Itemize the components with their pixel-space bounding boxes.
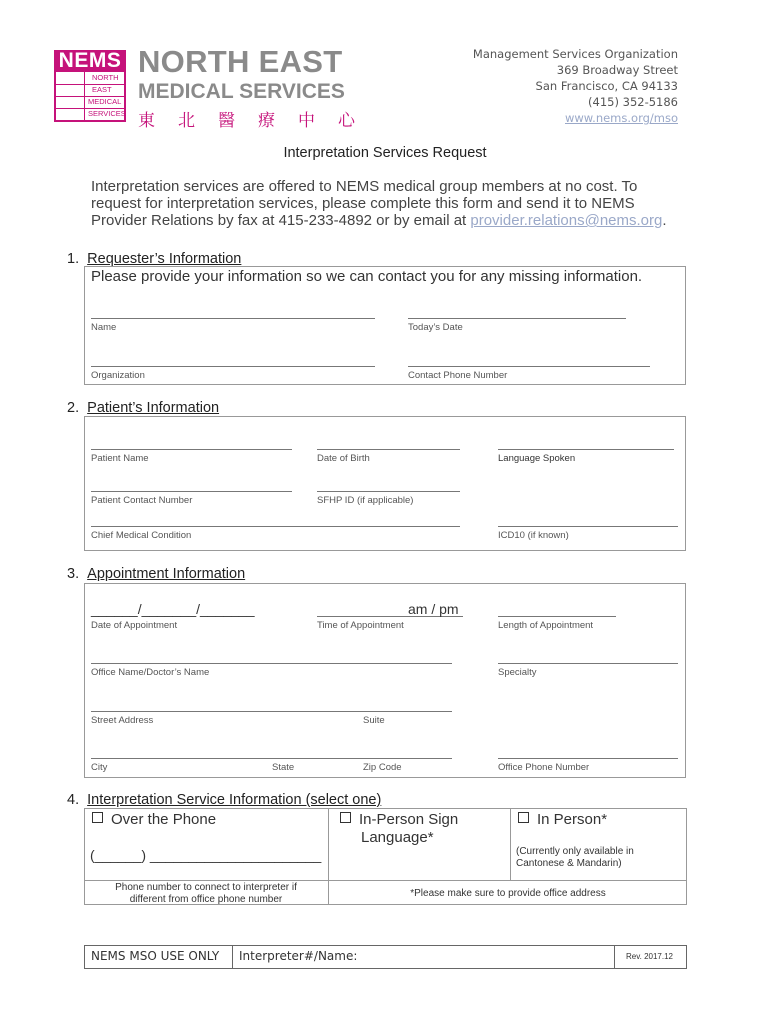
contact-phone-label: Contact Phone Number	[408, 370, 508, 381]
section-3-heading	[67, 566, 245, 582]
option-label: In-Person Sign	[359, 811, 459, 828]
option-label: In Person*	[537, 811, 608, 828]
language-field[interactable]	[498, 449, 674, 450]
requester-description: Please provide your information so we can contact you for any missing information.	[91, 268, 643, 285]
use-only-label: NEMS MSO USE ONLY	[91, 949, 220, 963]
specialty-field[interactable]	[498, 663, 678, 664]
chief-condition-label: Chief Medical Condition	[91, 530, 192, 541]
service-divider	[84, 880, 687, 881]
dob-label: Date of Birth	[317, 453, 370, 464]
intro-body: Interpretation services are offered to NEMS medical group members at no cost. To request for interpretation services, please complete this form and send it to NEMS Provider Relations by fax at 415-233-4892 or by email at	[91, 178, 638, 229]
patient-name-field[interactable]	[91, 449, 292, 450]
address-note: *Please make sure to provide office address	[410, 888, 606, 899]
email-link[interactable]: provider.relations@nems.org	[470, 212, 663, 229]
specialty-label: Specialty	[498, 667, 537, 678]
in-person-note: (Currently only available in	[516, 846, 634, 857]
brand-subtitle: MEDICAL SERVICES	[138, 80, 345, 103]
logo-word: SERVICES	[88, 109, 126, 118]
intro-end: .	[662, 212, 667, 229]
street-address-field[interactable]	[91, 711, 452, 712]
option-over-the-phone[interactable]	[92, 811, 216, 828]
section-4-heading	[67, 792, 381, 808]
appointment-date-label: Date of Appointment	[91, 620, 178, 631]
office-name-field[interactable]	[91, 663, 452, 664]
office-phone-field[interactable]	[498, 758, 678, 759]
section-2-heading	[67, 400, 219, 416]
option-in-person[interactable]	[518, 811, 607, 828]
dob-field[interactable]	[317, 449, 460, 450]
option-in-person-sign-line2: Language*	[361, 829, 434, 846]
icd10-label: ICD10 (if known)	[498, 530, 569, 541]
city-label: City	[91, 762, 108, 773]
interpreter-name-field[interactable]: Interpreter#/Name:	[239, 949, 358, 963]
address-city: San Francisco, CA 94133	[535, 79, 678, 93]
city-state-zip-field[interactable]	[91, 758, 452, 759]
name-label: Name	[91, 322, 117, 333]
language-label: Language Spoken	[498, 453, 576, 464]
section-number: 3.	[67, 566, 80, 582]
office-name-label: Office Name/Doctor’s Name	[91, 667, 210, 678]
checkbox-icon[interactable]	[340, 812, 351, 823]
interpreter-phone-field[interactable]: (______) ______________________	[90, 847, 322, 863]
logo-word: NORTH	[92, 73, 119, 82]
option-label: Over the Phone	[111, 811, 217, 828]
logo-word: EAST	[92, 85, 112, 94]
zip-label: Zip Code	[363, 762, 402, 773]
section-1-heading	[67, 251, 241, 267]
patient-name-label: Patient Name	[91, 453, 149, 464]
phone-note: different from office phone number	[129, 894, 283, 905]
website-link[interactable]: www.nems.org/mso	[565, 111, 678, 125]
todays-date-label: Today’s Date	[408, 322, 463, 333]
checkbox-icon[interactable]	[518, 812, 529, 823]
in-person-note: Cantonese & Mandarin)	[516, 858, 622, 869]
street-address-label: Street Address	[91, 715, 154, 726]
state-label: State	[272, 762, 295, 773]
section-title: Patient’s Information	[87, 400, 220, 416]
footer-divider	[614, 945, 615, 969]
name-field[interactable]	[91, 318, 375, 319]
contact-phone-field[interactable]	[408, 366, 650, 367]
am-pm-text: am / pm	[408, 601, 459, 617]
appointment-length-field[interactable]	[498, 616, 616, 617]
intro-text	[91, 178, 681, 229]
section-title: Interpretation Service Information (select one)	[87, 792, 382, 808]
organization-label: Organization	[91, 370, 145, 381]
logo-acronym: NEMS	[54, 50, 126, 72]
icd10-field[interactable]	[498, 526, 678, 527]
section-title: Appointment Information	[87, 566, 246, 582]
logo-word: MEDICAL	[88, 97, 122, 106]
option-in-person-sign[interactable]	[340, 811, 458, 828]
suite-label: Suite	[363, 715, 385, 726]
organization-field[interactable]	[91, 366, 375, 367]
sfhp-id-field[interactable]	[317, 491, 460, 492]
chief-condition-field[interactable]	[91, 526, 460, 527]
section-number: 1.	[67, 251, 80, 267]
section-title: Requester’s Information	[87, 251, 242, 267]
address-street: 369 Broadway Street	[556, 63, 678, 77]
brand-chinese: 東北醫療中心	[138, 111, 378, 131]
office-phone-label: Office Phone Number	[498, 762, 590, 773]
page-title: Interpretation Services Request	[283, 145, 487, 161]
appointment-date-field[interactable]: ______/_______/_______	[91, 601, 255, 617]
patient-contact-label: Patient Contact Number	[91, 495, 193, 506]
patient-contact-field[interactable]	[91, 491, 292, 492]
address-phone: (415) 352-5186	[588, 95, 678, 109]
address-org: Management Services Organization	[472, 47, 678, 61]
sfhp-id-label: SFHP ID (if applicable)	[317, 495, 414, 506]
checkbox-icon[interactable]	[92, 812, 103, 823]
section-number: 4.	[67, 792, 80, 808]
section-number: 2.	[67, 400, 80, 416]
phone-note: Phone number to connect to interpreter if	[115, 882, 297, 893]
appointment-length-label: Length of Appointment	[498, 620, 594, 631]
revision-label: Rev. 2017.12	[626, 952, 673, 961]
service-divider	[510, 808, 511, 881]
footer-divider	[232, 945, 233, 969]
brand-name: NORTH EAST	[138, 44, 343, 79]
todays-date-field[interactable]	[408, 318, 626, 319]
appointment-time-label: Time of Appointment	[317, 620, 404, 631]
